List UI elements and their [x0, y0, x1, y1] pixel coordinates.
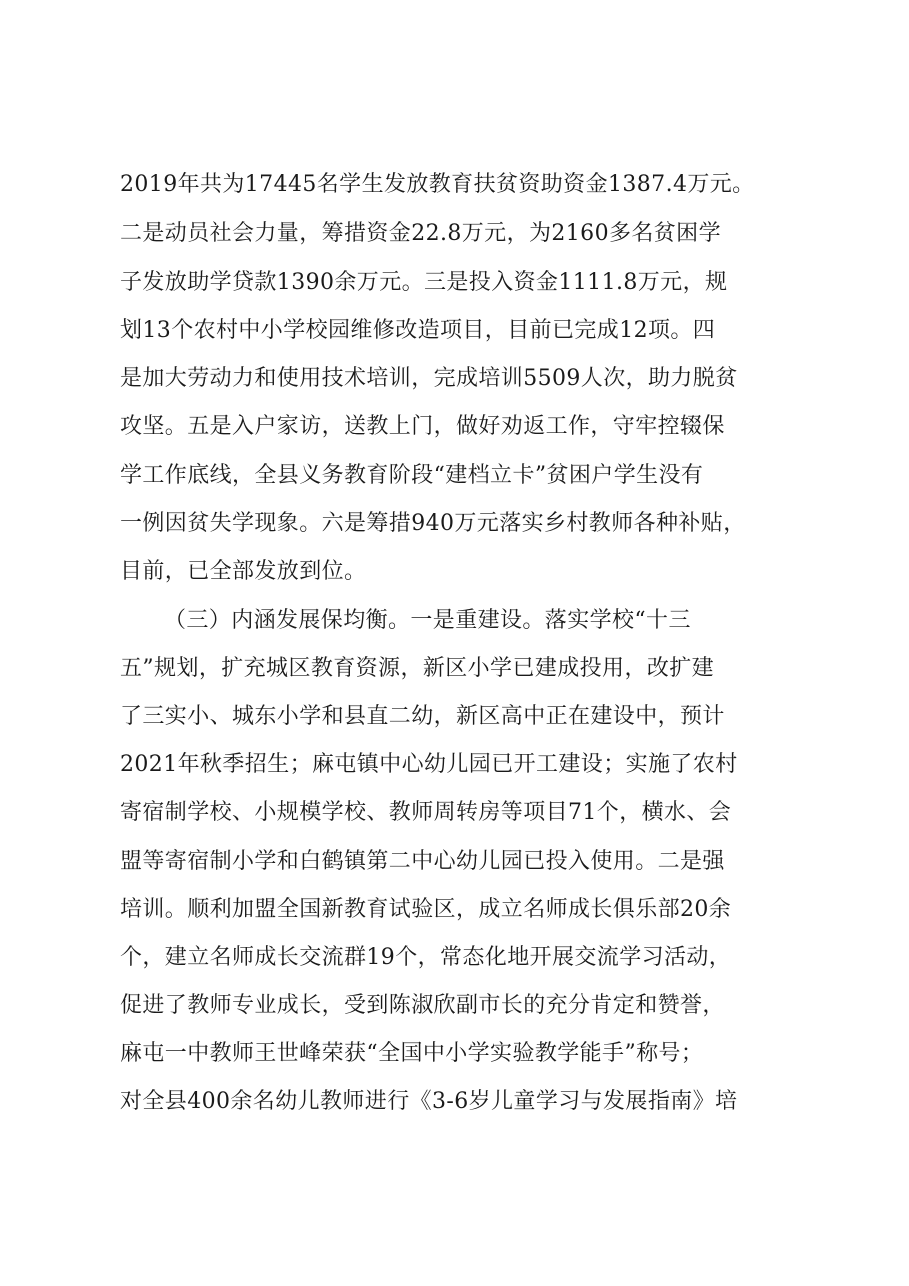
text-line: 个，建立名师成长交流群19个，常态化地开展交流学习活动，: [120, 945, 732, 970]
text-line: 学工作底线，全县义务教育阶段“建档立卡”贫困户学生没有: [120, 463, 704, 488]
text-line: 子发放助学贷款1390余万元。三是投入资金1111.8万元，规: [120, 270, 728, 295]
text-line: 促进了教师专业成长，受到陈淑欣副市长的充分肯定和赞誉，: [120, 993, 725, 1018]
text-line: 2021年秋季招生；麻屯镇中心幼儿园已开工建设；实施了农村: [120, 752, 738, 777]
text-line: 是加大劳动力和使用技术培训，完成培训5509人次，助力脱贫: [120, 366, 738, 391]
text-line: 麻屯一中教师王世峰荣获“全国中小学实验教学能手”称号；: [120, 1041, 704, 1066]
text-line: 五”规划，扩充城区教育资源，新区小学已建成投用，改扩建: [120, 656, 715, 681]
text-line: 培训。顺利加盟全国新教育试验区，成立名师成长俱乐部20余: [120, 897, 732, 922]
text-line: 寄宿制学校、小规模学校、教师周转房等项目71个，横水、会: [120, 800, 732, 825]
text-line: 划13个农村中小学校园维修改造项目，目前已完成12项。四: [120, 318, 716, 343]
text-line: 了三实小、城东小学和县直二幼，新区高中正在建设中，预计: [120, 704, 725, 729]
text-line: 二是动员社会力量，筹措资金22.8万元，为2160多名贫困学: [120, 221, 721, 246]
section-heading-line: （三）内涵发展保均衡。一是重建设。落实学校“十三: [164, 608, 691, 633]
text-line: 2019年共为17445名学生发放教育扶贫资助资金1387.4万元。: [120, 172, 755, 197]
text-line: 一例因贫失学现象。六是筹措940万元落实乡村教师各种补贴，: [120, 511, 746, 536]
text-line: 目前，已全部发放到位。: [120, 559, 367, 584]
text-line: 盟等寄宿制小学和白鹤镇第二中心幼儿园已投入使用。二是强: [120, 849, 725, 874]
text-line: 攻坚。五是入户家访，送教上门，做好劝返工作，守牢控辍保: [120, 414, 725, 439]
text-line: 对全县400余名幼儿教师进行《3-6岁儿童学习与发展指南》培: [120, 1089, 738, 1114]
